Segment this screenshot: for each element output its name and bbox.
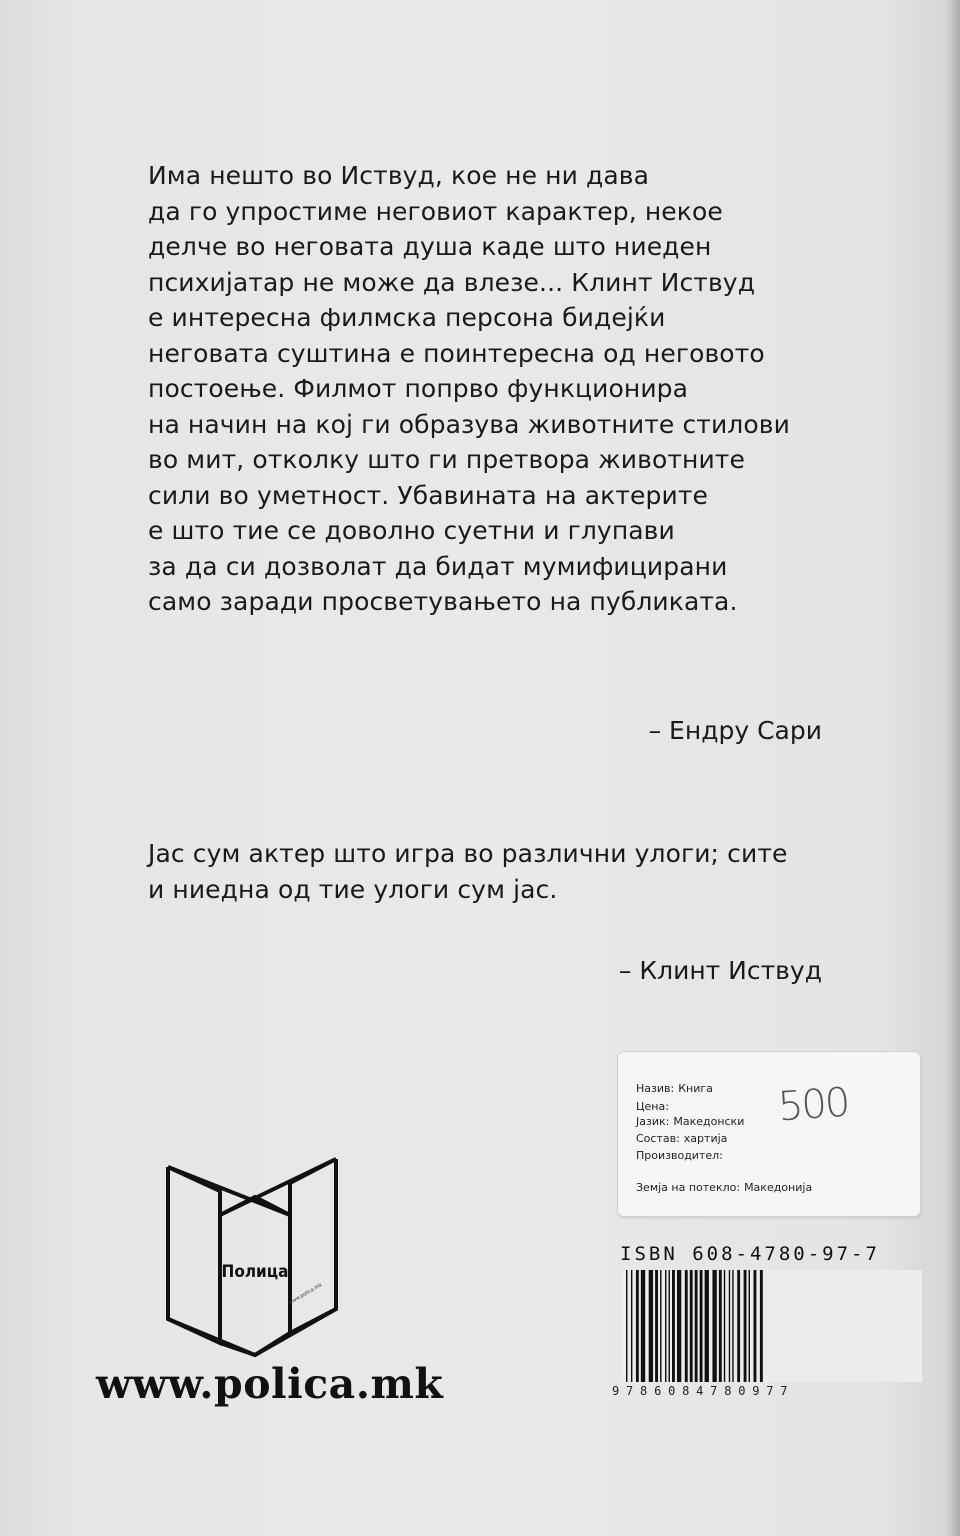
quote-line: на начин на кој ги образува животните стилови <box>148 409 790 439</box>
barcode-bar <box>641 1270 645 1382</box>
barcode-bar <box>672 1270 675 1382</box>
sticker-origin-row <box>636 1181 816 1194</box>
sticker-name-label: Назив: <box>636 1082 675 1095</box>
quote-line: постоење. Филмот попрво функционира <box>148 374 689 403</box>
barcode-bar <box>636 1270 639 1382</box>
barcode-bar <box>690 1270 693 1382</box>
sticker-name-row <box>636 1082 717 1095</box>
barcode-bar <box>660 1270 661 1382</box>
sticker-producer-row <box>636 1149 727 1162</box>
barcode-bar <box>626 1270 627 1382</box>
sticker-language-row <box>636 1115 748 1128</box>
quote-line: Има нешто во Иствуд, кое не ни дава <box>148 161 650 190</box>
quote-eastwood-attribution: – Клинт Иствуд <box>618 956 822 985</box>
barcode-bar <box>705 1270 709 1382</box>
quote-line: делче во неговата душа каде што ниеден <box>148 232 712 261</box>
sticker-origin-label: Земја на потекло: <box>636 1181 741 1194</box>
sticker-origin-value: Македонија <box>744 1181 813 1194</box>
sticker-material-row <box>636 1132 731 1145</box>
quote-line: и ниедна од тие улоги сум јас. <box>148 874 558 904</box>
publisher-website: www.polica.mk <box>96 1360 444 1408</box>
barcode-bar <box>655 1270 658 1382</box>
barcode-bar <box>760 1270 763 1382</box>
barcode-bar <box>749 1270 750 1382</box>
barcode-bar <box>732 1270 733 1382</box>
quote-sarris-attribution: – Ендру Сари <box>648 716 822 745</box>
barcode-bar <box>724 1270 725 1382</box>
quote-line: во мит, отколку што ги претвора животните <box>148 445 745 474</box>
product-label-sticker <box>618 1052 920 1216</box>
sticker-price-row <box>636 1100 673 1113</box>
barcode-bar <box>631 1270 632 1382</box>
barcode-icon <box>622 1270 922 1382</box>
barcode-bar <box>685 1270 688 1382</box>
sticker-material-value: хартија <box>683 1132 728 1145</box>
barcode-bar <box>677 1270 681 1382</box>
handwritten-price: 500 <box>776 1079 850 1131</box>
quote-line: за да си дозволат да бидат мумифицирани <box>148 551 728 581</box>
quote-line: Јас сум актер што игра во различни улоги; сите <box>148 839 788 868</box>
barcode-bar <box>712 1270 716 1382</box>
publisher-logo-icon <box>160 1155 350 1365</box>
quote-line: психијатар не може да влезе... Клинт Иствуд <box>148 267 756 297</box>
quote-line: е интересна филмска персона бидејќи <box>148 303 666 332</box>
barcode-bar <box>754 1270 757 1382</box>
barcode-bar <box>737 1270 740 1382</box>
logo-text: Полица <box>221 1262 289 1282</box>
quote-line: неговата суштина е поинтересна од неговото <box>148 338 765 368</box>
barcode-bar <box>719 1270 722 1382</box>
sticker-price-label: Цена: <box>636 1100 669 1113</box>
quote-sarris <box>148 158 790 620</box>
sticker-language-value: Македонски <box>673 1115 745 1128</box>
sticker-producer-label: Производител: <box>636 1149 723 1162</box>
sticker-name-value: Книга <box>678 1082 713 1095</box>
quote-line: да го упростиме неговиот карактер, некое <box>148 196 723 226</box>
barcode-bar <box>700 1270 703 1382</box>
ean-digits: 9786084780977 <box>612 1384 795 1398</box>
barcode-bar <box>695 1270 698 1382</box>
barcode-bar <box>744 1270 747 1382</box>
sticker-language-label: Јазик: <box>636 1115 670 1128</box>
logo-small-url: www.polica.mk <box>287 1282 324 1307</box>
barcode-bar <box>649 1270 653 1382</box>
sticker-material-label: Состав: <box>636 1132 680 1145</box>
barcode-bar <box>665 1270 666 1382</box>
quote-eastwood <box>148 836 787 907</box>
barcode-bar <box>729 1270 730 1382</box>
quote-line: само заради просветувањето на публиката. <box>148 587 738 616</box>
quote-line: сили во уметност. Убавината на актерите <box>148 480 708 510</box>
quote-line: е што тие се доволно суетни и глупави <box>148 516 675 545</box>
barcode-bar <box>669 1270 670 1382</box>
isbn-number: ISBN 608-4780-97-7 <box>620 1243 880 1265</box>
